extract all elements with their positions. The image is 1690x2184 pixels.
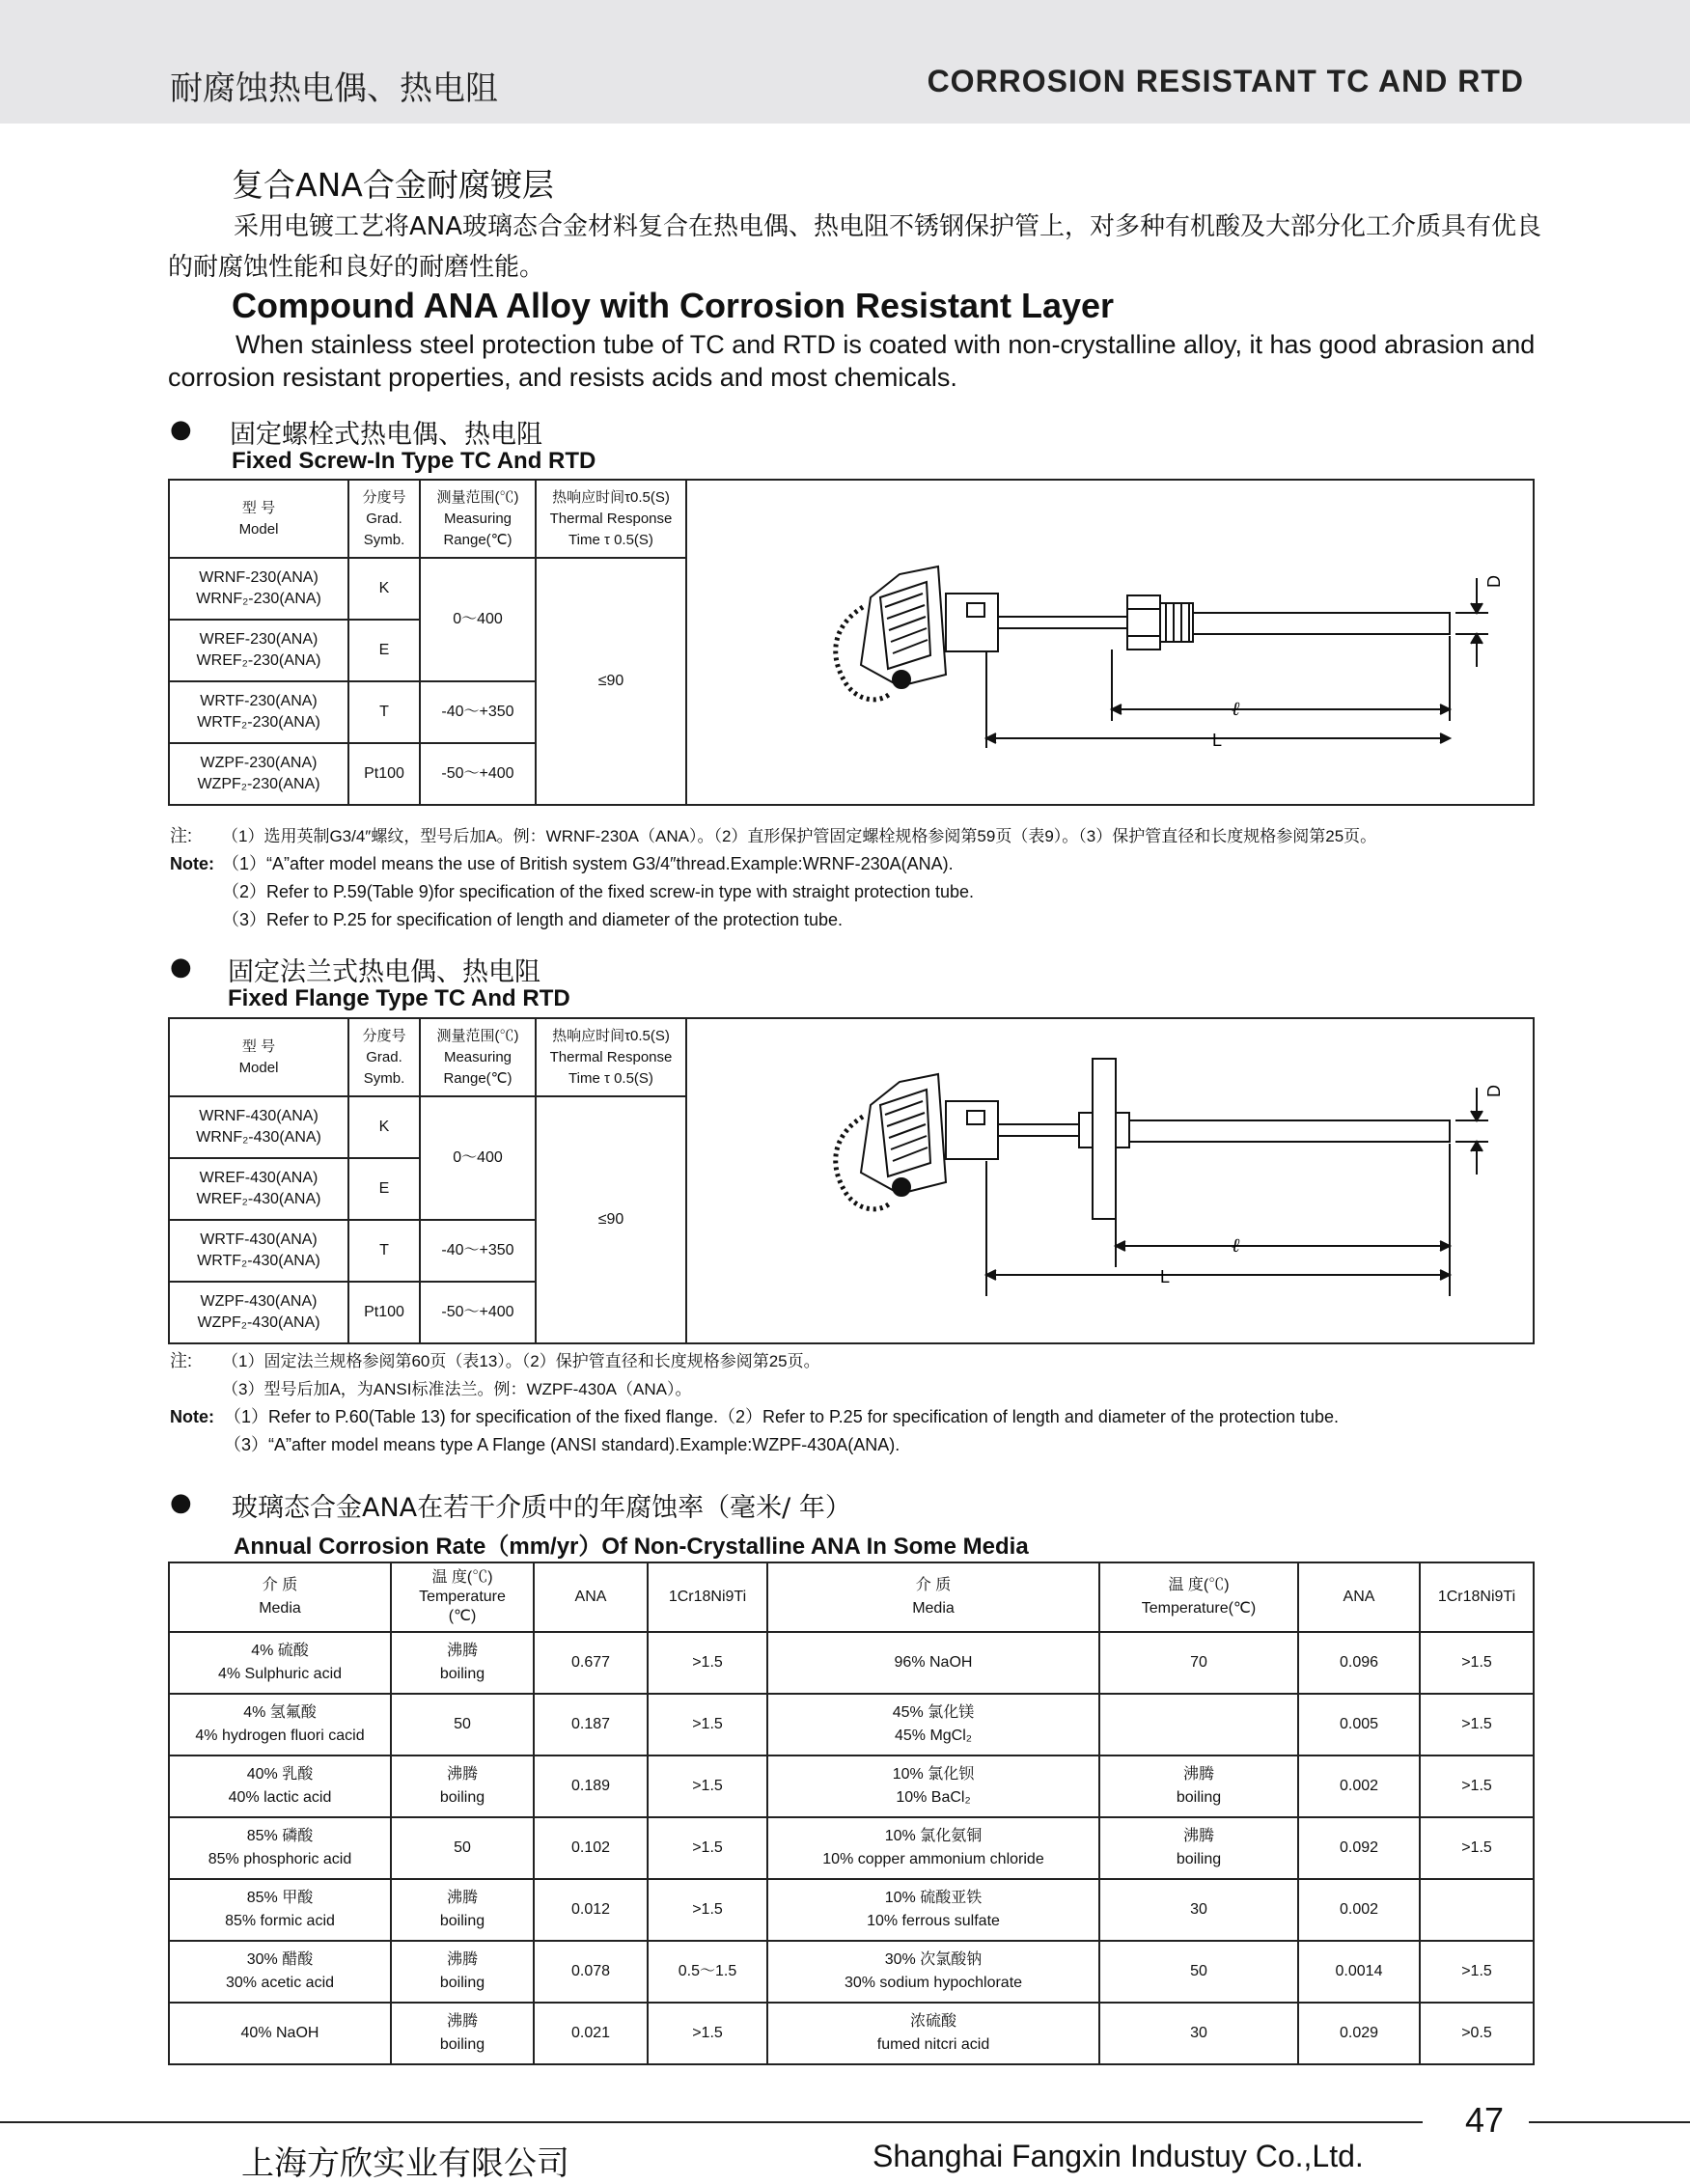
media-cell: 10% 氯化氨铜 10% copper ammonium chloride	[767, 1817, 1099, 1879]
model-header: 型 号 Model	[169, 480, 348, 558]
corrosion-table	[168, 1562, 1535, 2065]
steel-cell: >1.5	[1420, 1632, 1534, 1694]
table-cell-range: -40～+350	[420, 1220, 536, 1282]
ana-cell: 0.102	[534, 1817, 648, 1879]
media-cell: 10% 硫酸亚铁 10% ferrous sulfate	[767, 1879, 1099, 1941]
table-cell-model: WRTF-430(ANA) WRTF₂-430(ANA)	[169, 1220, 348, 1282]
ana-cell: 0.0014	[1298, 1941, 1420, 2003]
screw-spec-table	[168, 479, 1535, 806]
temperature-cell: 沸腾 boiling	[391, 1941, 534, 2003]
corrosion-section-title-en: Annual Corrosion Rate（mm/yr）Of Non-Crystalline ANA In Some Media	[234, 1534, 1029, 1560]
table-cell-grad: E	[348, 620, 420, 681]
temperature-cell: 50	[391, 1694, 534, 1755]
steel-cell: 0.5～1.5	[648, 1941, 767, 2003]
steel-cell: >1.5	[648, 1817, 767, 1879]
ana-cell: 0.078	[534, 1941, 648, 2003]
corrosion-section-title-cn: 玻璃态合金ANA在若干介质中的年腐蚀率（毫米/ 年）	[232, 1493, 851, 1523]
ana-cell: 0.029	[1298, 2003, 1420, 2064]
temperature-cell: 30	[1099, 1879, 1298, 1941]
header-title-cn: 耐腐蚀热电偶、热电阻	[170, 69, 498, 108]
note-en-1: （1）“A”after model means the use of British system G3/4″thread.Example:WRNF-230A(ANA).	[222, 854, 954, 873]
temperature-cell: 50	[391, 1817, 534, 1879]
flange-notes	[170, 1347, 1540, 1459]
note-label-cn: 注:	[170, 1351, 193, 1370]
table-row	[169, 1694, 1534, 1755]
temperature-cell: 沸腾 boiling	[391, 1632, 534, 1694]
table-cell-grad: K	[348, 558, 420, 620]
company-name-cn: 上海方欣实业有限公司	[241, 2144, 569, 2183]
steel-cell: >1.5	[1420, 1817, 1534, 1879]
steel-cell: >1.5	[648, 1755, 767, 1817]
note-en-3: （3）Refer to P.25 for specification of length and diameter of the protection tube.	[222, 910, 844, 929]
dim-label-L: L	[1212, 730, 1223, 750]
dim-label-l: ℓ	[1232, 1234, 1240, 1257]
note-en-2: （3）“A”after model means type A Flange (ANSI standard).Example:WZPF-430A(ANA).	[224, 1435, 900, 1454]
media-cell: 85% 甲酸 85% formic acid	[169, 1879, 391, 1941]
flange-section-title-cn: 固定法兰式热电偶、热电阻	[228, 957, 540, 987]
media-cell: 30% 醋酸 30% acetic acid	[169, 1941, 391, 2003]
ana-cell: 0.096	[1298, 1632, 1420, 1694]
screw-section-title-cn: 固定螺栓式热电偶、热电阻	[230, 420, 542, 450]
media-cell: 浓硫酸 fumed nitcri acid	[767, 2003, 1099, 2064]
table-cell-grad: T	[348, 1220, 420, 1282]
table-cell-model: WZPF-230(ANA) WZPF₂-230(ANA)	[169, 743, 348, 805]
table-cell-range: -40～+350	[420, 681, 536, 743]
response-header: 热响应时间τ0.5(S) Thermal Response Time τ 0.5(S)	[536, 480, 686, 558]
ana-cell: 0.002	[1298, 1879, 1420, 1941]
range-header: 测量范围(℃) Measuring Range(℃)	[420, 480, 536, 558]
ana-cell: 0.187	[534, 1694, 648, 1755]
steel-cell: >1.5	[648, 1694, 767, 1755]
table-cell-range: -50～+400	[420, 743, 536, 805]
table-cell-model: WRNF-430(ANA) WRNF₂-430(ANA)	[169, 1096, 348, 1158]
dim-label-D: D	[1484, 574, 1504, 588]
temperature-header: 温 度(℃) Temperature(℃)	[1099, 1562, 1298, 1632]
bullet-icon: ●	[170, 1488, 192, 1517]
flange-drawing-cell	[686, 1018, 1534, 1343]
table-cell-grad: T	[348, 681, 420, 743]
media-cell: 45% 氯化镁 45% MgCl₂	[767, 1694, 1099, 1755]
steel-cell: >1.5	[648, 1879, 767, 1941]
flange-spec-table	[168, 1017, 1535, 1344]
page-header	[0, 0, 1690, 124]
ana-cell: 0.677	[534, 1632, 648, 1694]
table-cell-range: 0～400	[420, 558, 536, 681]
table-row	[169, 2003, 1534, 2064]
table-row	[169, 1879, 1534, 1941]
media-cell: 40% 乳酸 40% lactic acid	[169, 1755, 391, 1817]
intro-title-cn: 复合ANA合金耐腐镀层	[232, 166, 554, 204]
media-cell: 30% 次氯酸钠 30% sodium hypochlorate	[767, 1941, 1099, 2003]
intro-title-en: Compound ANA Alloy with Corrosion Resistant Layer	[232, 286, 1115, 325]
steel-cell	[1420, 1879, 1534, 1941]
table-cell-model: WZPF-430(ANA) WZPF₂-430(ANA)	[169, 1282, 348, 1343]
table-cell-model: WRTF-230(ANA) WRTF₂-230(ANA)	[169, 681, 348, 743]
table-cell-grad: E	[348, 1158, 420, 1220]
dim-label-D: D	[1484, 1084, 1504, 1097]
steel-cell: >1.5	[1420, 1755, 1534, 1817]
company-name-en: Shanghai Fangxin Industuy Co.,Ltd.	[873, 2139, 1364, 2173]
note-cn-2: （3）型号后加A，为ANSI标准法兰。例：WZPF-430A（ANA）。	[222, 1380, 692, 1398]
steel-cell: >1.5	[1420, 1694, 1534, 1755]
steel-cell: >0.5	[1420, 2003, 1534, 2064]
ana-header: ANA	[534, 1562, 648, 1632]
flange-drawing	[687, 1020, 1533, 1342]
ana-cell: 0.012	[534, 1879, 648, 1941]
steel-cell: >1.5	[648, 2003, 767, 2064]
table-cell-model: WRNF-230(ANA) WRNF₂-230(ANA)	[169, 558, 348, 620]
table-row	[169, 1817, 1534, 1879]
ana-cell: 0.005	[1298, 1694, 1420, 1755]
intro-paragraph-cn: 采用电镀工艺将ANA玻璃态合金材料复合在热电偶、热电阻不锈钢保护管上，对多种有机酸及大部分化工介质具有优良的耐腐蚀性能和良好的耐磨性能。	[168, 212, 1542, 282]
table-cell-grad: Pt100	[348, 1282, 420, 1343]
table-row	[169, 1941, 1534, 2003]
note-label-en: Note:	[170, 1407, 214, 1426]
model-header: 型 号 Model	[169, 1018, 348, 1096]
steel-cell: >1.5	[648, 1632, 767, 1694]
footer-rule	[1529, 2121, 1690, 2123]
media-header: 介 质 Media	[169, 1562, 391, 1632]
table-cell-grad: K	[348, 1096, 420, 1158]
media-cell: 10% 氯化钡 10% BaCl₂	[767, 1755, 1099, 1817]
media-cell: 40% NaOH	[169, 2003, 391, 2064]
intro-paragraph-en: When stainless steel protection tube of TC and RTD is coated with non-crystalline alloy, it has good abrasion and corrosion resistant properties, and resists acids and most chemicals.	[168, 330, 1536, 392]
temperature-header: 温 度(℃) Temperature (℃)	[391, 1562, 534, 1632]
temperature-cell: 沸腾 boiling	[391, 2003, 534, 2064]
header-title-en: CORROSION RESISTANT TC AND RTD	[927, 64, 1524, 98]
range-header: 测量范围(℃) Measuring Range(℃)	[420, 1018, 536, 1096]
flange-section-title-en: Fixed Flange Type TC And RTD	[228, 985, 570, 1011]
screw-in-drawing	[687, 482, 1533, 804]
bullet-icon: ●	[170, 953, 192, 981]
ana-cell: 0.092	[1298, 1817, 1420, 1879]
screw-section-title-en: Fixed Screw-In Type TC And RTD	[232, 448, 596, 474]
temperature-cell: 沸腾 boiling	[1099, 1817, 1298, 1879]
steel-header: 1Cr18Ni9Ti	[1420, 1562, 1534, 1632]
bullet-icon: ●	[170, 415, 192, 444]
temperature-cell: 沸腾 boiling	[1099, 1755, 1298, 1817]
dim-label-L: L	[1160, 1266, 1171, 1286]
table-cell-range: -50～+400	[420, 1282, 536, 1343]
note-en-1: （1）Refer to P.60(Table 13) for specification of the fixed flange.（2）Refer to P.25 for specification of length and diameter of the protection tube.	[224, 1407, 1340, 1426]
ana-cell: 0.189	[534, 1755, 648, 1817]
media-cell: 4% 硫酸 4% Sulphuric acid	[169, 1632, 391, 1694]
footer-rule	[0, 2121, 1423, 2123]
table-cell-model: WREF-230(ANA) WREF₂-230(ANA)	[169, 620, 348, 681]
grad-header: 分度号 Grad. Symb.	[348, 1018, 420, 1096]
table-cell-response: ≤90	[536, 1096, 686, 1343]
table-cell-model: WREF-430(ANA) WREF₂-430(ANA)	[169, 1158, 348, 1220]
page-number: 47	[1465, 2100, 1505, 2140]
ana-cell: 0.002	[1298, 1755, 1420, 1817]
note-cn-1: （1）固定法兰规格参阅第60页（表13）。（2）保护管直径和长度规格参阅第25页。	[222, 1352, 820, 1370]
temperature-cell: 30	[1099, 2003, 1298, 2064]
media-cell: 96% NaOH	[767, 1632, 1099, 1694]
dim-label-l: ℓ	[1232, 698, 1240, 720]
ana-header: ANA	[1298, 1562, 1420, 1632]
table-row	[169, 1632, 1534, 1694]
temperature-cell: 沸腾 boiling	[391, 1755, 534, 1817]
grad-header: 分度号 Grad. Symb.	[348, 480, 420, 558]
ana-cell: 0.021	[534, 2003, 648, 2064]
steel-cell: >1.5	[1420, 1941, 1534, 2003]
table-cell-grad: Pt100	[348, 743, 420, 805]
temperature-cell: 50	[1099, 1941, 1298, 2003]
screw-drawing-cell	[686, 480, 1534, 805]
media-cell: 4% 氢氟酸 4% hydrogen fluori cacid	[169, 1694, 391, 1755]
temperature-cell: 70	[1099, 1632, 1298, 1694]
note-en-2: （2）Refer to P.59(Table 9)for specification of the fixed screw-in type with straight protection tube.	[222, 882, 975, 901]
screw-notes	[170, 822, 1540, 934]
table-row	[169, 1755, 1534, 1817]
response-header: 热响应时间τ0.5(S) Thermal Response Time τ 0.5(S)	[536, 1018, 686, 1096]
table-cell-response: ≤90	[536, 558, 686, 805]
steel-header: 1Cr18Ni9Ti	[648, 1562, 767, 1632]
temperature-cell: 沸腾 boiling	[391, 1879, 534, 1941]
note-label-en: Note:	[170, 854, 214, 873]
media-cell: 85% 磷酸 85% phosphoric acid	[169, 1817, 391, 1879]
temperature-cell	[1099, 1694, 1298, 1755]
note-label-cn: 注:	[170, 826, 193, 845]
note-cn: （1）选用英制G3/4″螺纹，型号后加A。例：WRNF-230A（ANA）。（2）直形保护管固定螺栓规格参阅第59页（表9）。（3）保护管直径和长度规格参阅第25页。	[222, 827, 1377, 845]
table-cell-range: 0～400	[420, 1096, 536, 1220]
media-header: 介 质 Media	[767, 1562, 1099, 1632]
